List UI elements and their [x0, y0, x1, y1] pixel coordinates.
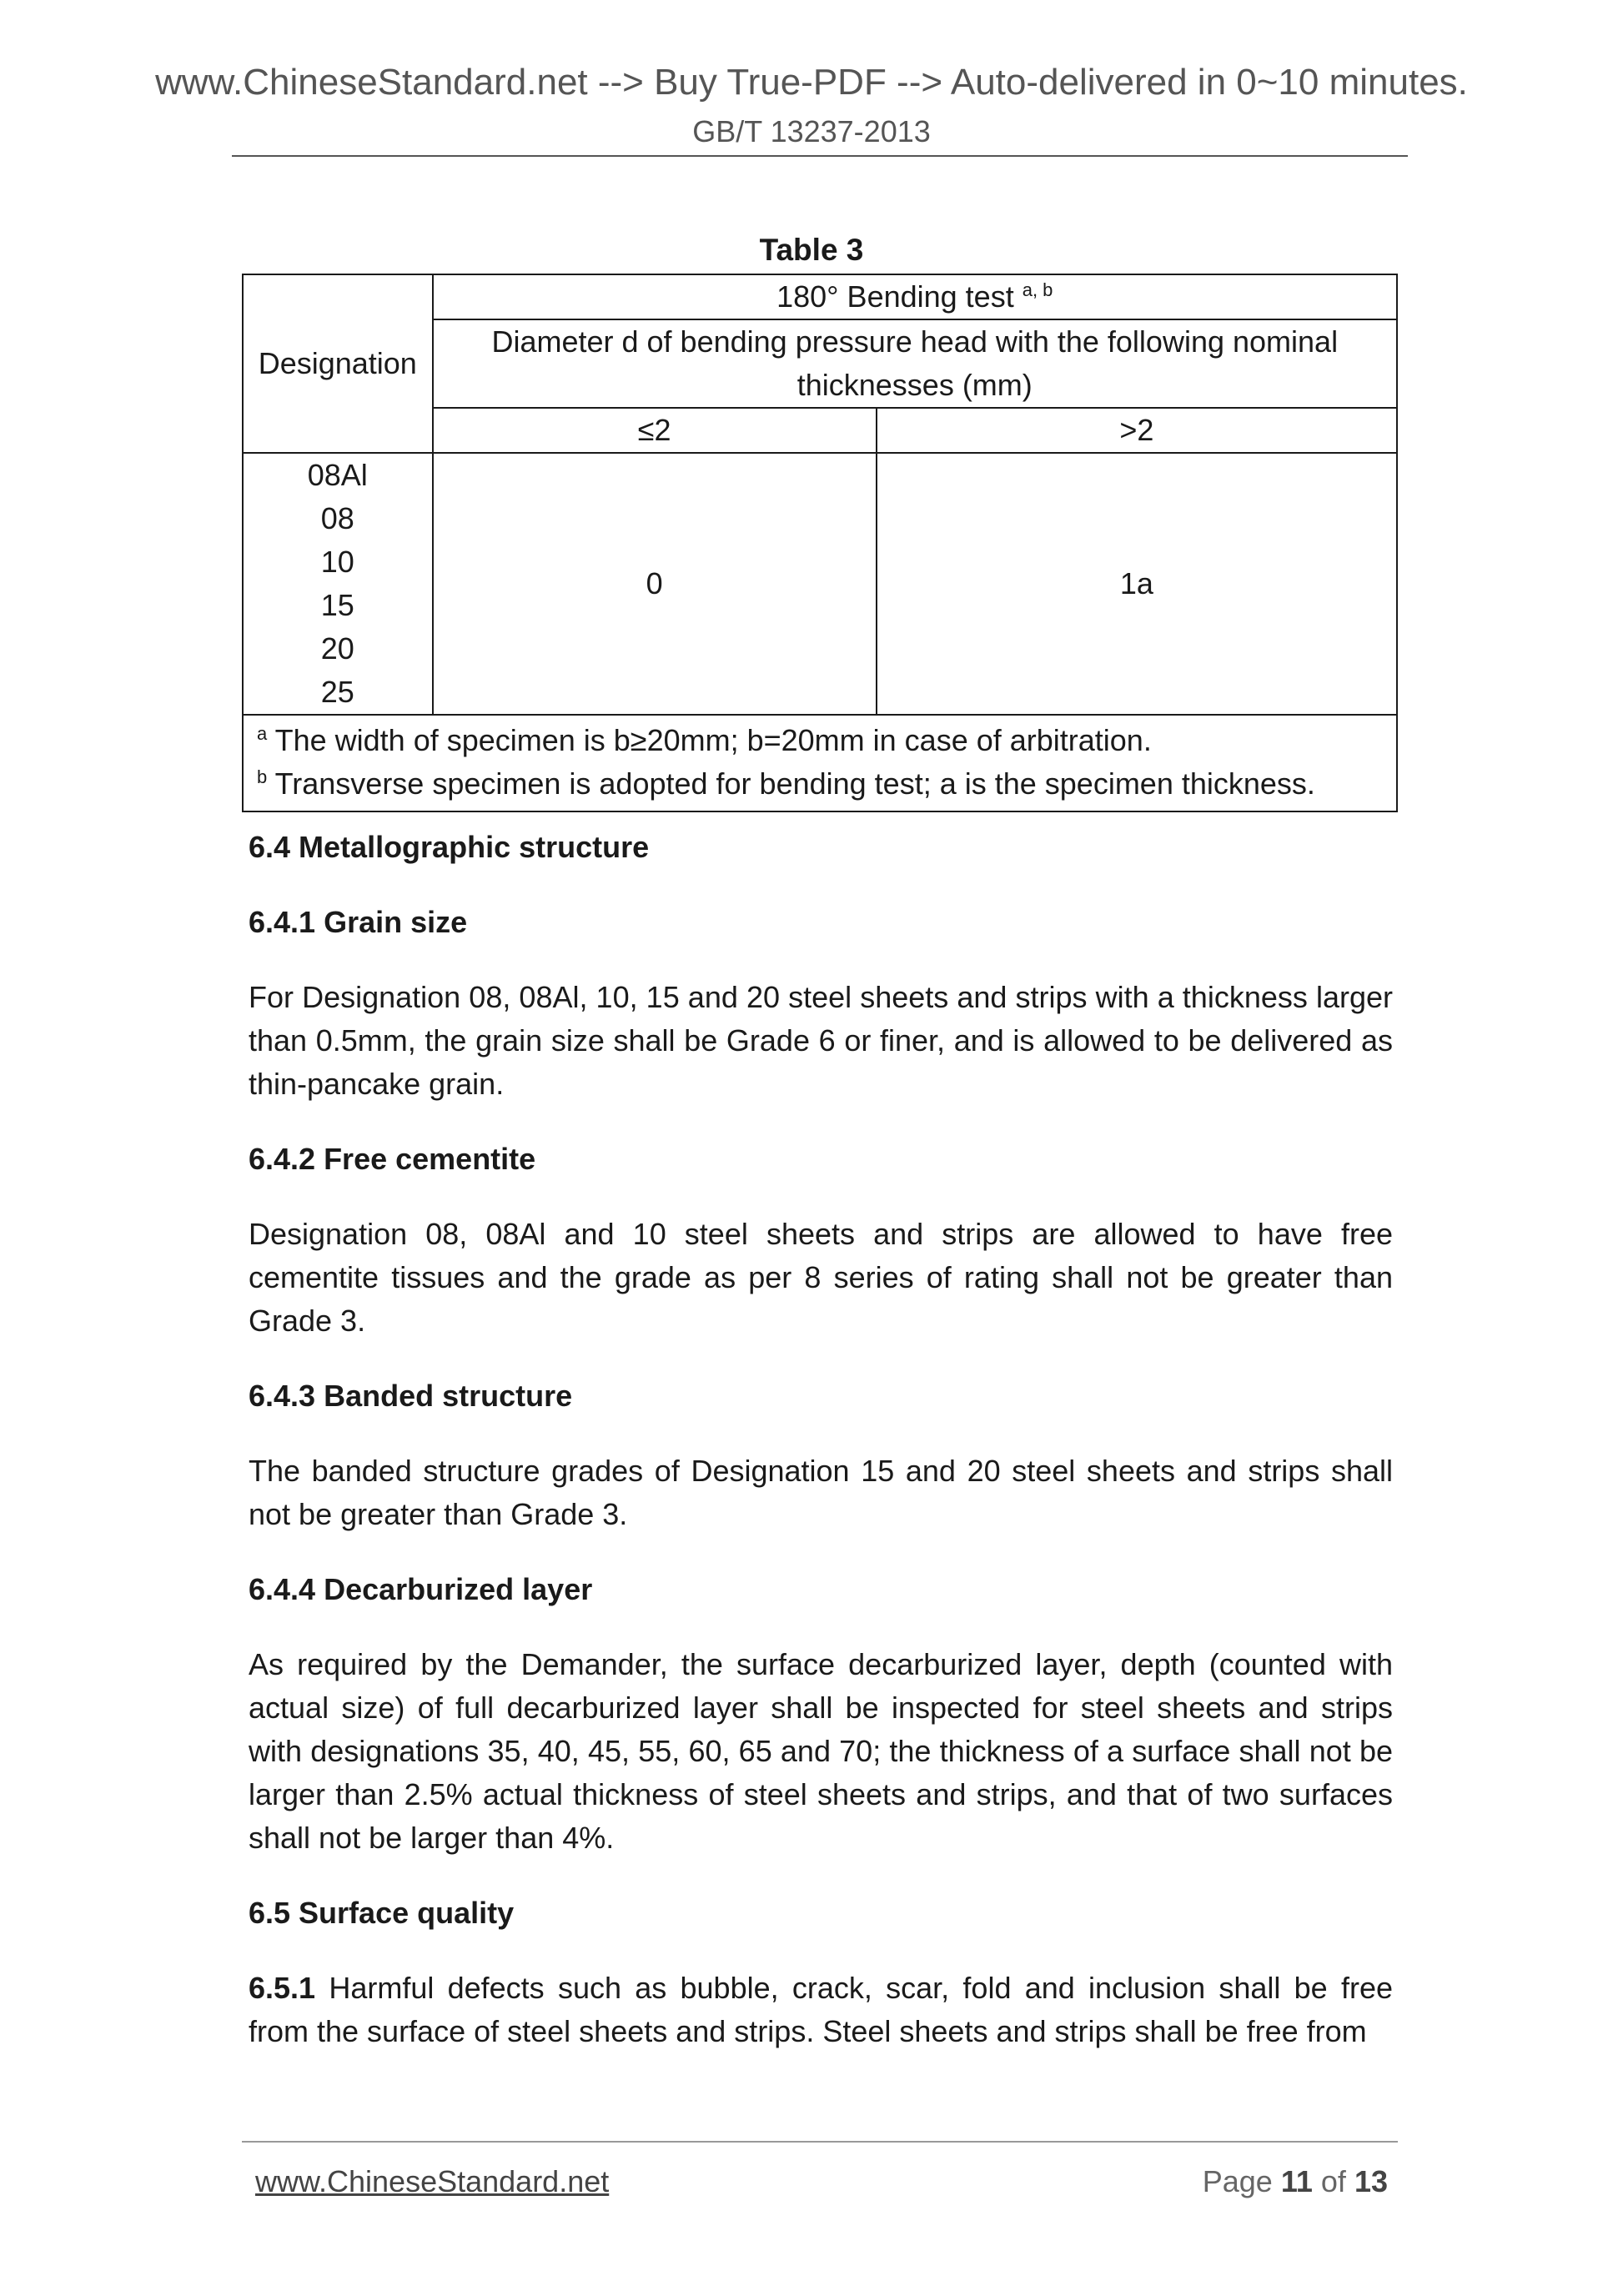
section-6-4-1-text: For Designation 08, 08Al, 10, 15 and 20 steel sheets and strips with a thickness larger than 0.5mm, the grain size shall be Grade 6 or finer, and is allowed to be delivered as thin-pancake grain. [249, 980, 1393, 1101]
page-prefix: Page [1202, 2164, 1273, 2198]
designations-cell [243, 453, 433, 715]
section-6-4-1-title: 6.4.1 Grain size [249, 905, 468, 939]
designation-item: 08 [320, 501, 354, 535]
section-6-4-2-title: 6.4.2 Free cementite [249, 1142, 536, 1176]
note-b-text: Transverse specimen is adopted for bending test; a is the specimen thickness. [274, 766, 1315, 801]
section-6-5-1-number: 6.5.1 [249, 1971, 316, 2005]
bending-test-table [242, 274, 1398, 812]
page-number [1203, 2162, 1388, 2202]
section-6-4-title: 6.4 Metallographic structure [249, 830, 650, 864]
page-total: 13 [1354, 2164, 1388, 2198]
note-a-mark: a [257, 723, 268, 744]
value-gt2: 1a [1119, 566, 1153, 600]
section-6-5-title: 6.5 Surface quality [249, 1896, 515, 1930]
section-6-4-2-text: Designation 08, 08Al and 10 steel sheets and strips are allowed to have free cementite tissues and the grade as per 8 series of rating shall not be greater than Grade 3. [249, 1217, 1393, 1338]
header-standard-code: GB/T 13237-2013 [692, 114, 931, 148]
header-divider [232, 155, 1408, 157]
bending-test-footnote-marks: a, b [1022, 279, 1053, 300]
page-header [0, 60, 1623, 150]
section-6-5-1 [249, 1967, 1393, 2053]
section-6-4-3-title: 6.4.3 Banded structure [249, 1379, 573, 1413]
footer-website-link[interactable]: www.ChineseStandard.net [255, 2164, 610, 2198]
note-b [257, 762, 1383, 806]
footer-divider [242, 2141, 1398, 2143]
section-6-4-3-text: The banded structure grades of Designation 15 and 20 steel sheets and strips shall not be greater than Grade 3. [249, 1454, 1393, 1531]
header-banner: www.ChineseStandard.net --> Buy True-PDF --> Auto-delivered in 0~10 minutes. [155, 62, 1468, 103]
section-6-4-4-title: 6.4.4 Decarburized layer [249, 1572, 593, 1606]
body-content [249, 826, 1393, 2053]
designation-header: Designation [258, 346, 417, 380]
col-gt2-header: >2 [1119, 413, 1154, 447]
designation-item: 08Al [307, 458, 368, 492]
designation-item: 20 [320, 631, 354, 666]
designation-item: 25 [320, 675, 354, 709]
section-6-4-4-text: As required by the Demander, the surface decarburized layer, depth (counted with actual size) of full decarburized layer shall be inspected for steel sheets and strips with designations 35, 40, 45, 55, 60, 65 and 70; the thickness of a surface shall not be larger than 2.5% actual thickness of steel sheets and strips, and that of two surfaces shall not be larger than 4%. [249, 1647, 1393, 1855]
note-b-mark: b [257, 766, 268, 787]
bending-test-header-cell [433, 274, 1397, 319]
value-le2: 0 [646, 566, 663, 600]
col-le2-header: ≤2 [637, 413, 671, 447]
table-notes-cell [243, 715, 1397, 811]
designation-item: 10 [320, 545, 354, 579]
section-6-5-1-text: Harmful defects such as bubble, crack, scar, fold and inclusion shall be free from the surface of steel sheets and strips. Steel sheets and strips shall be free from [249, 1971, 1393, 2048]
value-le2-cell [433, 453, 877, 715]
page-of: of [1320, 2164, 1346, 2198]
bending-test-header: 180° Bending test [776, 279, 1014, 314]
page-current: 11 [1280, 2164, 1313, 2198]
col-le2-header-cell [433, 408, 877, 453]
designation-header-cell [243, 274, 433, 453]
note-a-text: The width of specimen is b≥20mm; b=20mm in case of arbitration. [274, 723, 1152, 757]
col-gt2-header-cell [877, 408, 1397, 453]
designation-item: 15 [320, 588, 354, 622]
value-gt2-cell [877, 453, 1397, 715]
note-a [257, 719, 1383, 762]
diameter-header: Diameter d of bending pressure head with the following nominal thicknesses (mm) [491, 324, 1339, 402]
diameter-header-cell [433, 319, 1397, 408]
table-caption: Table 3 [759, 233, 864, 267]
